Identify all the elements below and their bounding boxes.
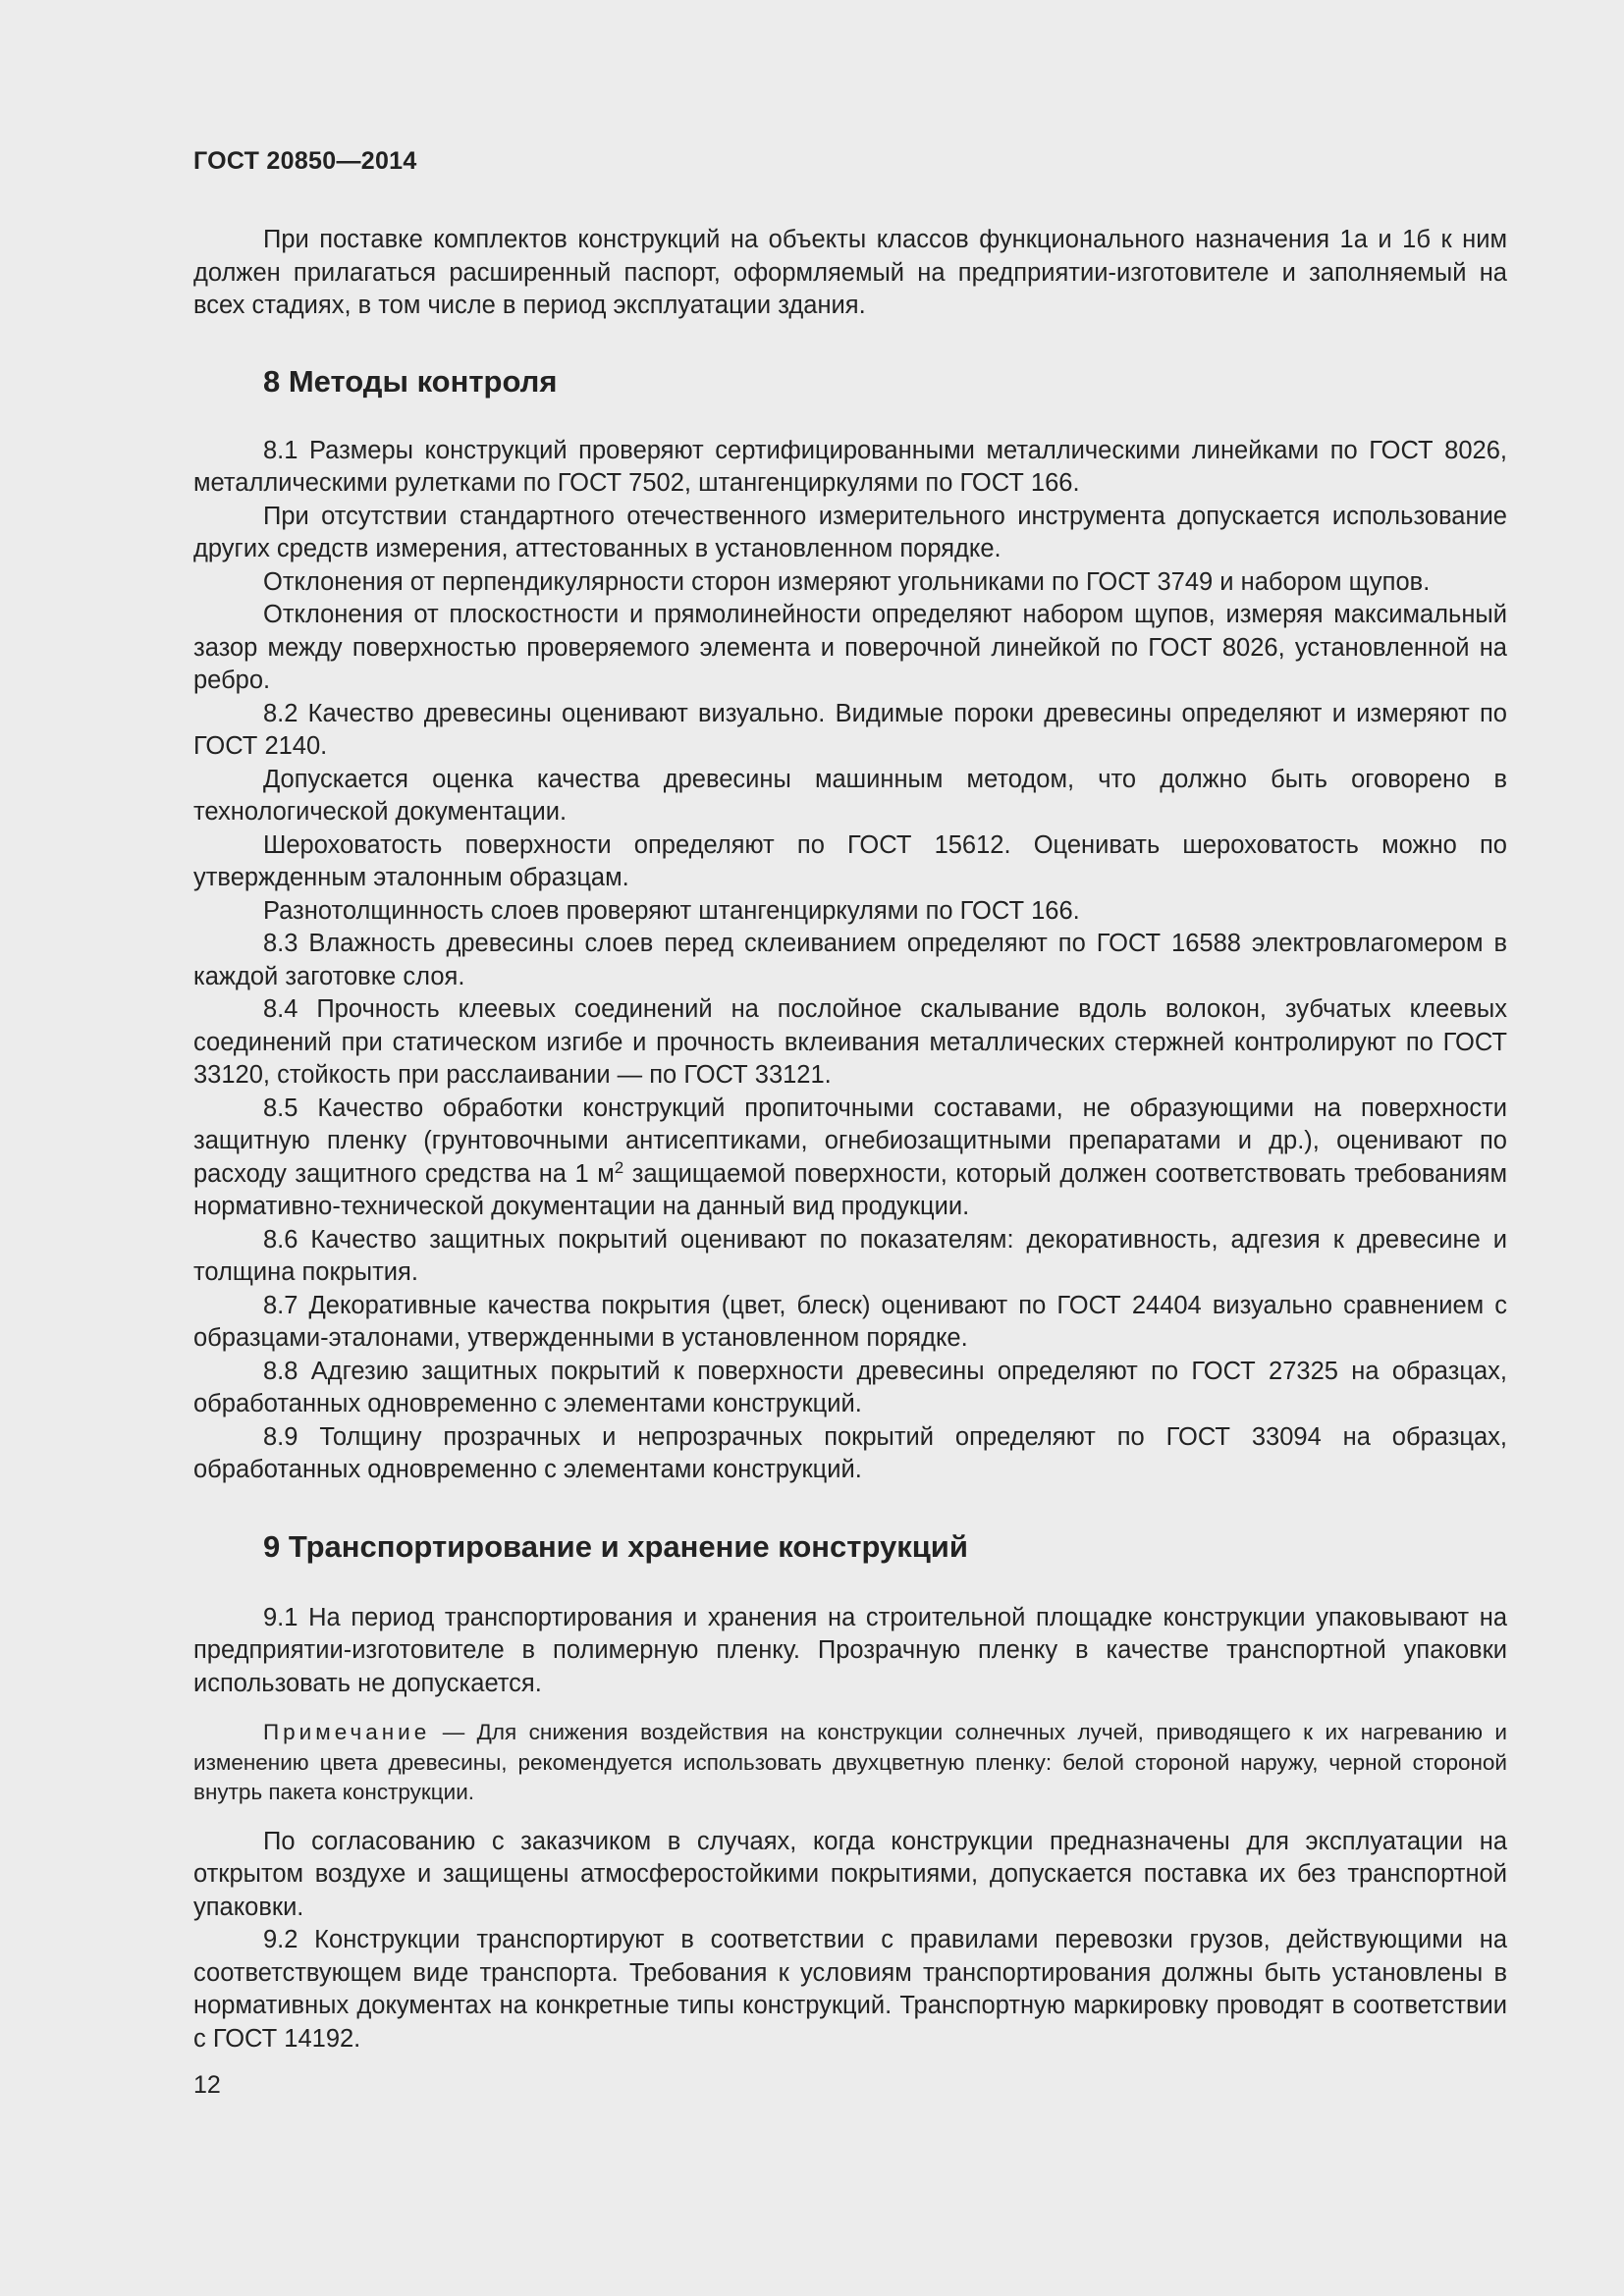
document-body — [193, 224, 1507, 2056]
note-text: — Для снижения воздействия на конструкции солнечных лучей, приводящего к их нагреванию и изменению цвета древесины, рекомендуется использовать двухцветную пленку: белой стороной наружу, черной стороной внутрь пакета конструкции. — [193, 1720, 1507, 1804]
section-9-title: 9 Транспортирование и хранение конструкций — [263, 1528, 968, 1564]
paragraph-8-6: 8.6 Качество защитных покрытий оценивают по показателям: декоративность, адгезия к древесине и толщина покрытия. — [193, 1225, 1507, 1286]
paragraph-8-1: 8.1 Размеры конструкций проверяют сертифицированными металлическими линейками по ГОСТ 8026, металлическими рулетками по ГОСТ 7502, штангенциркулями по ГОСТ 166. — [193, 436, 1507, 497]
paragraph-8-1-c: Отклонения от перпендикулярности сторон измеряют угольниками по ГОСТ 3749 и набором щупов. — [263, 567, 1431, 596]
paragraph-8-2-d: Разнотолщинность слоев проверяют штангенциркулями по ГОСТ 166. — [263, 896, 1080, 925]
paragraph-8-2: 8.2 Качество древесины оценивают визуально. Видимые пороки древесины определяют и измеряют по ГОСТ 2140. — [193, 699, 1507, 760]
paragraph-9-1-b: По согласованию с заказчиком в случаях, когда конструкции предназначены для эксплуатации на открытом воздухе и защищены атмосферостойкими покрытиями, допускается поставка их без транспортной упаковки. — [193, 1827, 1507, 1921]
paragraph-8-1-d: Отклонения от плоскостности и прямолинейности определяют набором щупов, измеряя максимальный зазор между поверхностью проверяемого элемента и поверочной линейкой по ГОСТ 8026, установленной на ребро. — [193, 601, 1507, 694]
paragraph-8-4: 8.4 Прочность клеевых соединений на послойное скалывание вдоль волокон, зубчатых клеевых соединений при статическом изгибе и прочность вклеивания металлических стержней контролируют по ГОСТ 33120, стойкость при расслаивании — по ГОСТ 33121. — [193, 995, 1507, 1089]
paragraph-9-1: 9.1 На период транспортирования и хранения на строительной площадке конструкции упаковывают на предприятии-изготовителе в полимерную пленку. Прозрачную пленку в качестве транспортной упаковки использовать не допускается. — [193, 1603, 1507, 1697]
section-8-title: 8 Методы контроля — [263, 363, 558, 399]
paragraph-8-2-c: Шероховатость поверхности определяют по ГОСТ 15612. Оценивать шероховатость можно по утвержденным эталонным образцам. — [193, 830, 1507, 891]
paragraph-8-5-text-b: защищаемой поверхности, который должен соответствовать требованиям нормативно-технической документации на данный вид продукции. — [193, 1159, 1507, 1220]
paragraph-8-5 — [193, 1093, 1507, 1224]
paragraph-8-1-b: При отсутствии стандартного отечественного измерительного инструмента допускается использование других средств измерения, аттестованных в установленном порядке. — [193, 502, 1507, 562]
document-code-header: ГОСТ 20850—2014 — [193, 147, 417, 175]
intro-paragraph: При поставке комплектов конструкций на объекты классов функционального назначения 1а и 1б к ним должен прилагаться расширенный паспорт, оформляемый на предприятии-изготовителе и заполняемый на всех стадиях, в том числе в период эксплуатации здания. — [193, 226, 1507, 319]
paragraph-8-5-text-a: 8.5 Качество обработки конструкций пропиточными составами, не образующими на поверхности защитную пленку (грунтовочными антисептиками, огнебиозащитными препаратами и др.), оценивают по расходу защитного средства на 1 м — [193, 1094, 1507, 1188]
paragraph-8-8: 8.8 Адгезию защитных покрытий к поверхности древесины определяют по ГОСТ 27325 на образцах, обработанных одновременно с элементами конструкций. — [193, 1357, 1507, 1417]
paragraph-8-9: 8.9 Толщину прозрачных и непрозрачных покрытий определяют по ГОСТ 33094 на образцах, обработанных одновременно с элементами конструкций. — [193, 1422, 1507, 1483]
paragraph-8-7: 8.7 Декоративные качества покрытия (цвет, блеск) оценивают по ГОСТ 24404 визуально сравнением с образцами-эталонами, утвержденными в установленном порядке. — [193, 1291, 1507, 1352]
paragraph-8-2-b: Допускается оценка качества древесины машинным методом, что должно быть оговорено в технологической документации. — [193, 765, 1507, 826]
note-paragraph — [193, 1718, 1507, 1808]
paragraph-8-3: 8.3 Влажность древесины слоев перед склеиванием определяют по ГОСТ 16588 электровлагомером в каждой заготовке слоя. — [193, 930, 1507, 990]
page-number: 12 — [193, 2071, 221, 2099]
square-meter-superscript: 2 — [614, 1157, 624, 1177]
paragraph-9-2: 9.2 Конструкции транспортируют в соответствии с правилами перевозки грузов, действующими на соответствующем виде транспорта. Требования к условиям транспортирования должны быть установлены в нормативных документах на конкретные типы конструкций. Транспортную маркировку проводят в соответствии с ГОСТ 14192. — [193, 1926, 1507, 2053]
note-label: Примечание — [263, 1720, 431, 1744]
